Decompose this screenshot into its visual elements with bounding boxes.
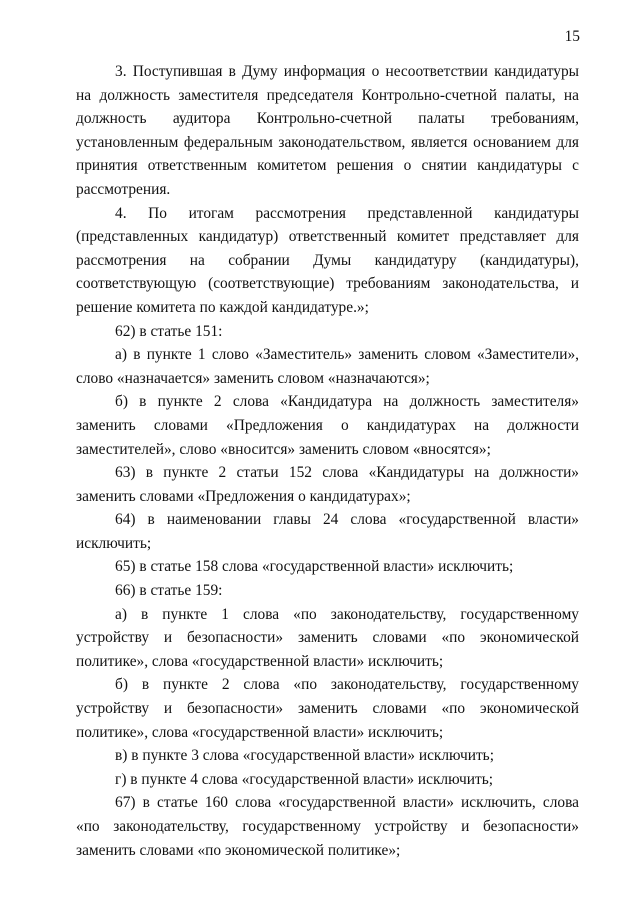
paragraph-9: 66) в статье 159: <box>115 582 223 600</box>
paragraph-10: а) в пункте 1 слова «по законодательству, государственному устройству и безопасности» заменить словами «по экономической политике», слова «государственной власти» исключить; <box>76 605 579 670</box>
paragraph-7: 64) в наименовании главы 24 слова «государственной власти» исключить; <box>76 511 579 552</box>
paragraph-2: 4. По итогам рассмотрения представленной кандидатуры (представленных кандидатур) ответственный комитет представляет для рассмотрения на собрании Думы кандидатуру (кандидатуры), соответствующую (соответствующие) требованиям законодательства, и решение комитета по каждой кандидатуре.»; <box>76 204 579 316</box>
document-body <box>76 60 579 862</box>
paragraph-13: г) в пункте 4 слова «государственной власти» исключить; <box>115 770 494 788</box>
paragraph-14: 67) в статье 160 слова «государственной власти» исключить, слова «по законодательству, государственному устройству и безопасности» заменить словами «по экономической политике»; <box>76 794 579 859</box>
paragraph-3: 62) в статье 151: <box>115 322 223 340</box>
paragraph-1: 3. Поступившая в Думу информация о несоответствии кандидатуры на должность заместителя председателя Контрольно-счетной палаты, на должность аудитора Контрольно-счетной палаты требованиям, установленным федеральным законодательством, является основанием для принятия ответственным комитетом решения о снятии кандидатуры с рассмотрения. <box>76 63 579 198</box>
paragraph-12: в) в пункте 3 слова «государственной власти» исключить; <box>115 747 494 765</box>
paragraph-11: б) в пункте 2 слова «по законодательству, государственному устройству и безопасности» заменить словами «по экономической политике», слова «государственной власти» исключить; <box>76 676 579 741</box>
paragraph-6: 63) в пункте 2 статьи 152 слова «Кандидатуры на должности» заменить словами «Предложения о кандидатурах»; <box>76 464 579 505</box>
paragraph-4: а) в пункте 1 слово «Заместитель» заменить словом «Заместители», слово «назначается» заменить словом «назначаются»; <box>76 346 579 387</box>
paragraph-8: 65) в статье 158 слова «государственной власти» исключить; <box>115 558 514 576</box>
page-number: 15 <box>564 28 580 45</box>
paragraph-5: б) в пункте 2 слова «Кандидатура на должность заместителя» заменить словами «Предложения о кандидатурах на должности заместителей», слово «вносится» заменить словом «вносятся»; <box>76 393 579 458</box>
